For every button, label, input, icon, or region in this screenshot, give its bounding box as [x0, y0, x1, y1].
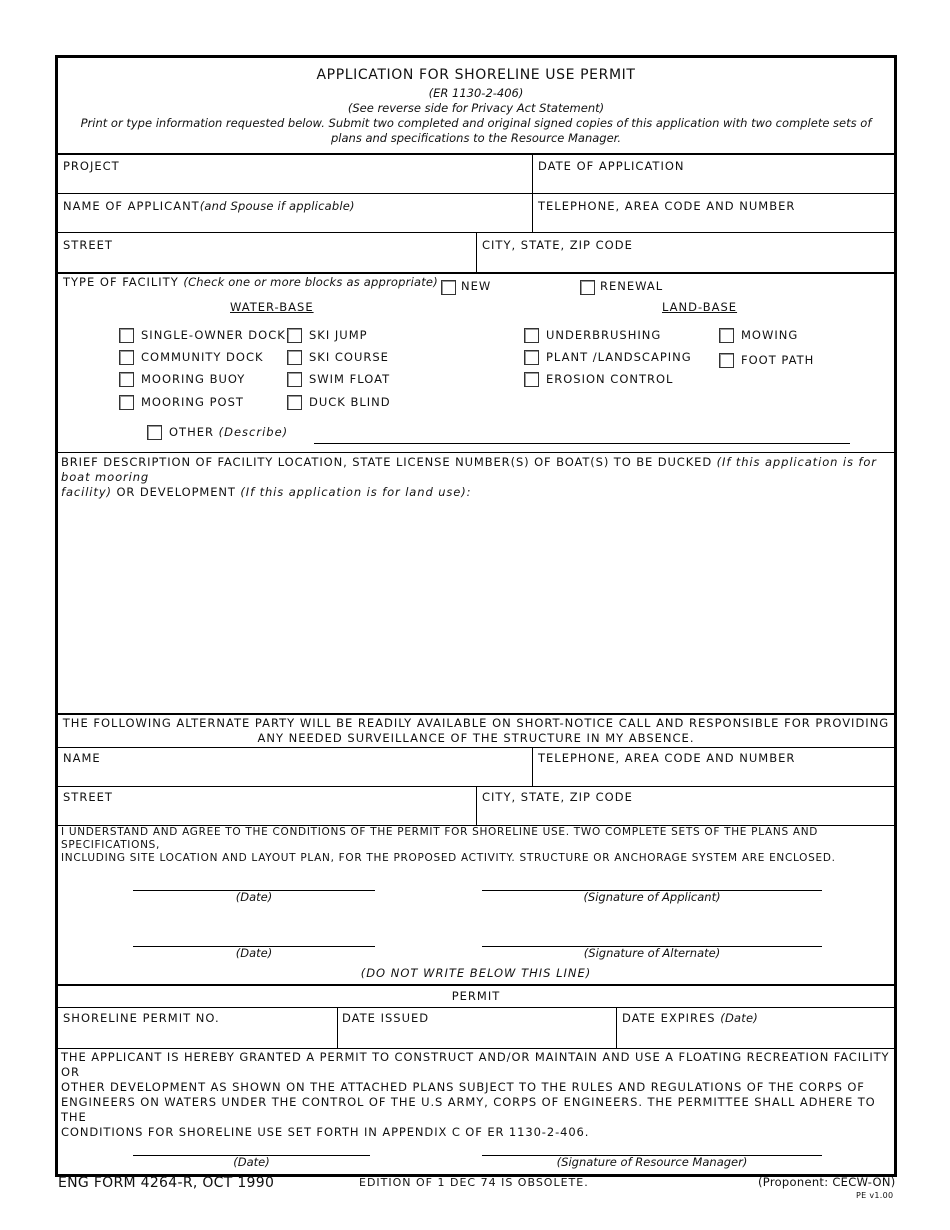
underbrushing-checkbox[interactable] [524, 328, 539, 343]
other-label: OTHER (Describe) [169, 425, 289, 439]
foot-path-label: FOOT PATH [741, 353, 815, 367]
do-not-write-notice: (DO NOT WRITE BELOW THIS LINE) [360, 966, 592, 980]
date-of-application-label: DATE OF APPLICATION [538, 159, 685, 173]
permit-grant-text: THE APPLICANT IS HEREBY GRANTED A PERMIT TO CONSTRUCT AND/OR MAINTAIN AND USE A FLOATING RECREATION FACILITY OR OTHER DEVELOPMENT AS SHOWN ON THE ATTACHED PLANS SUBJECT TO THE RULES AND REGULATIONS OF THE CORPS OF ENGINEERS ON WATERS UNDER THE CONTROL OF THE U.S ARMY, CORPS OF ENGINEERS. THE PERMITTEE SHALL ADHERE TO THE CONDITIONS FOR SHORELINE USE SET FORTH IN APPENDIX C OF ER 1130-2-406. [61, 1050, 890, 1139]
other-note: (Describe) [218, 425, 289, 439]
project-label: PROJECT [63, 159, 120, 173]
permit-application-form [55, 55, 897, 1177]
applicant-street-field[interactable] [58, 233, 476, 272]
divider [58, 452, 894, 453]
divider [58, 272, 894, 274]
divider [58, 984, 894, 986]
alternate-street-label: STREET [63, 790, 113, 804]
alternate-notice-line2: ANY NEEDED SURVEILLANCE OF THE STRUCTURE IN MY ABSENCE. [257, 731, 695, 745]
applicant-telephone-field[interactable] [533, 194, 894, 232]
description-label: BRIEF DESCRIPTION OF FACILITY LOCATION, STATE LICENSE NUMBER(S) OF BOAT(S) TO BE DUCKED (If this application is for boat mooring facility) OR DEVELOPMENT (If this application is for land use): [61, 455, 877, 499]
erosion-control-checkbox[interactable] [524, 372, 539, 387]
permit-number-field[interactable] [58, 1008, 337, 1048]
applicant-telephone-label: TELEPHONE, AREA CODE AND NUMBER [538, 199, 796, 213]
alternate-name-label: NAME [63, 751, 101, 765]
alternate-date-caption: (Date) [235, 946, 273, 960]
community-dock-label: COMMUNITY DOCK [141, 350, 264, 364]
new-checkbox[interactable] [441, 280, 456, 295]
ski-jump-label: SKI JUMP [309, 328, 368, 342]
renewal-checkbox[interactable] [580, 280, 595, 295]
ski-jump-checkbox[interactable] [287, 328, 302, 343]
date-issued-label: DATE ISSUED [342, 1011, 430, 1025]
erosion-control-label: EROSION CONTROL [546, 372, 674, 386]
edition-note: EDITION OF 1 DEC 74 IS OBSOLETE. [359, 1176, 589, 1189]
alternate-street-field[interactable] [58, 787, 476, 825]
ski-course-checkbox[interactable] [287, 350, 302, 365]
alternate-notice-line1: THE FOLLOWING ALTERNATE PARTY WILL BE READILY AVAILABLE ON SHORT-NOTICE CALL AND RESPONSIBLE FOR PROVIDING [62, 716, 890, 730]
single-owner-dock-checkbox[interactable] [119, 328, 134, 343]
other-description-line[interactable] [314, 443, 850, 444]
ski-course-label: SKI COURSE [309, 350, 389, 364]
mooring-post-label: MOORING POST [141, 395, 244, 409]
plant-landscaping-checkbox[interactable] [524, 350, 539, 365]
date-of-application-field[interactable] [533, 154, 894, 193]
applicant-name-note: (and Spouse if applicable) [199, 199, 355, 213]
renewal-label: RENEWAL [600, 279, 664, 293]
proponent: (Proponent: CECW-ON) [758, 1175, 896, 1189]
foot-path-checkbox[interactable] [719, 353, 734, 368]
alternate-telephone-label: TELEPHONE, AREA CODE AND NUMBER [538, 751, 796, 765]
description-note-2: facility) [61, 485, 112, 499]
applicant-street-label: STREET [63, 238, 113, 252]
applicant-city-label: CITY, STATE, ZIP CODE [482, 238, 633, 252]
project-field[interactable] [58, 154, 532, 193]
mooring-buoy-label: MOORING BUOY [141, 372, 246, 386]
applicant-date-caption: (Date) [235, 890, 273, 904]
manager-signature-caption: (Signature of Resource Manager) [556, 1155, 748, 1169]
new-label: NEW [461, 279, 492, 293]
divider [58, 1048, 894, 1049]
water-base-heading: WATER-BASE [230, 300, 314, 314]
facility-type-label: TYPE OF FACILITY (Check one or more blocks as appropriate) [63, 275, 438, 289]
mooring-post-checkbox[interactable] [119, 395, 134, 410]
facility-type-note: (Check one or more blocks as appropriate) [183, 275, 438, 289]
swim-float-checkbox[interactable] [287, 372, 302, 387]
mooring-buoy-checkbox[interactable] [119, 372, 134, 387]
duck-blind-label: DUCK BLIND [309, 395, 391, 409]
single-owner-dock-label: SINGLE-OWNER DOCK [141, 328, 286, 342]
divider [58, 713, 894, 715]
other-checkbox[interactable] [147, 425, 162, 440]
permit-number-label: SHORELINE PERMIT NO. [63, 1011, 220, 1025]
instructions-line1: Print or type information requested below. Submit two completed and original signed copies of this application with two complete sets of [80, 116, 872, 130]
alternate-signature-caption: (Signature of Alternate) [583, 946, 721, 960]
applicant-city-field[interactable] [477, 233, 894, 272]
description-note-3: (If this application is for land use): [240, 485, 472, 499]
applicant-signature-caption: (Signature of Applicant) [583, 890, 721, 904]
regulation-reference: (ER 1130-2-406) [428, 86, 524, 100]
mowing-checkbox[interactable] [719, 328, 734, 343]
privacy-note: (See reverse side for Privacy Act Statement) [347, 101, 605, 115]
date-expires-label: DATE EXPIRES (Date) [622, 1011, 758, 1025]
date-issued-field[interactable] [338, 1008, 616, 1048]
description-field[interactable] [58, 488, 894, 712]
date-expires-field[interactable] [617, 1008, 894, 1048]
mowing-label: MOWING [741, 328, 799, 342]
date-expires-note: (Date) [720, 1011, 758, 1025]
form-id: ENG FORM 4264-R, OCT 1990 [58, 1175, 275, 1191]
instructions-line2: plans and specifications to the Resource Manager. [330, 131, 622, 145]
alternate-name-field[interactable] [58, 748, 532, 786]
form-title: APPLICATION FOR SHORELINE USE PERMIT [316, 67, 636, 83]
applicant-name-field[interactable] [58, 194, 532, 232]
plant-landscaping-label: PLANT /LANDSCAPING [546, 350, 692, 364]
applicant-name-label: NAME OF APPLICANT(and Spouse if applicable) [63, 199, 355, 213]
underbrushing-label: UNDERBRUSHING [546, 328, 662, 342]
alternate-city-label: CITY, STATE, ZIP CODE [482, 790, 633, 804]
land-base-heading: LAND-BASE [662, 300, 738, 314]
alternate-telephone-field[interactable] [533, 748, 894, 786]
community-dock-checkbox[interactable] [119, 350, 134, 365]
swim-float-label: SWIM FLOAT [309, 372, 391, 386]
alternate-city-field[interactable] [477, 787, 894, 825]
version-label: PE v1.00 [856, 1191, 894, 1200]
agreement-text: I UNDERSTAND AND AGREE TO THE CONDITIONS OF THE PERMIT FOR SHORELINE USE. TWO COMPLETE SETS OF THE PLANS AND SPECIFICATIONS, INCLUDING SITE LOCATION AND LAYOUT PLAN, FOR THE PROPOSED ACTIVITY. STRUCTURE OR ANCHORAGE SYSTEM ARE ENCLOSED. [61, 826, 836, 864]
description-note: (If this application is for boat mooring [61, 455, 877, 484]
permit-heading: PERMIT [451, 989, 501, 1003]
duck-blind-checkbox[interactable] [287, 395, 302, 410]
manager-date-caption: (Date) [233, 1155, 270, 1169]
